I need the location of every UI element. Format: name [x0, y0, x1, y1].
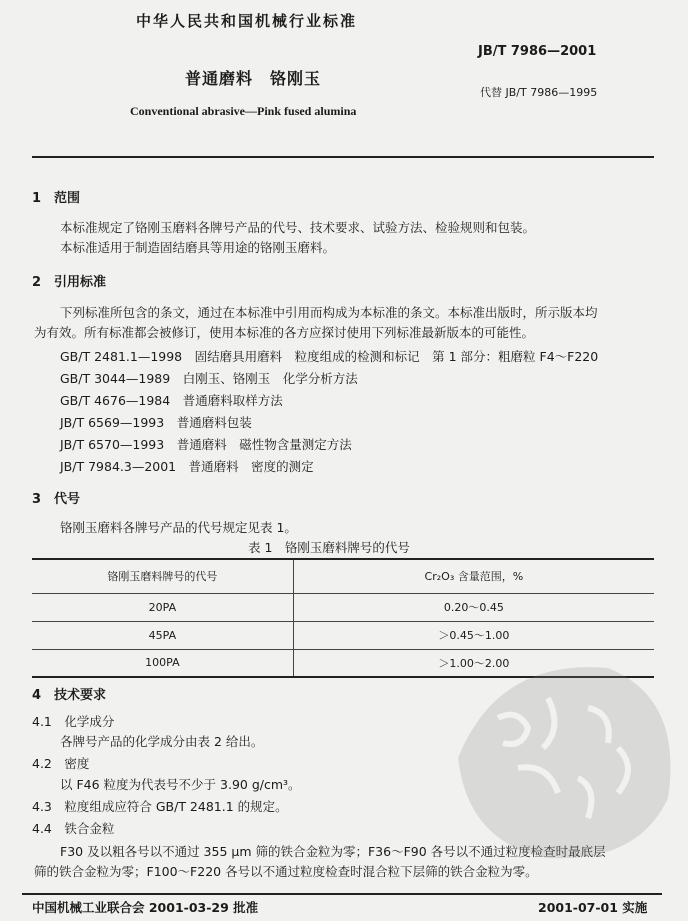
subsection-4-2-text: 以 F46 粒度为代表号不少于 3.90 g/cm³。 — [60, 777, 301, 792]
subsection-4-1-heading: 4.1 化学成分 — [32, 714, 115, 729]
header-divider — [32, 156, 654, 158]
subsection-4-4-text-line-1: F30 及以粗各号以不通过 355 μm 筛的铁合金粒为零；F36～F90 各号以不通过粒度检查时最底层 — [60, 844, 606, 859]
subsection-4-3: 4.3 粒度组成应符合 GB/T 2481.1 的规定。 — [32, 799, 288, 814]
table-row — [32, 593, 654, 621]
table-1-caption: 表 1 铬刚玉磨料牌号的代号 — [248, 540, 410, 555]
implementation-date: 2001-07-01 实施 — [538, 900, 648, 915]
table-cell-range: ＞1.00～2.00 — [293, 649, 654, 677]
subsection-4-2-heading: 4.2 密度 — [32, 756, 90, 771]
table-header-cr2o3-range: Cr₂O₃ 含量范围，% — [293, 559, 654, 593]
section-3-para: 铬刚玉磨料各牌号产品的代号规定见表 1。 — [60, 520, 297, 535]
subsection-4-4-text-line-2: 筛的铁合金粒为零；F100～F220 各号以不通过粒度检查时混合粒下层筛的铁合金粒为零。 — [34, 864, 538, 879]
table-header-grade-code: 铬刚玉磨料牌号的代号 — [32, 559, 293, 593]
document-title-cn: 普通磨料 铬刚玉 — [185, 69, 322, 88]
footer-divider — [22, 893, 662, 895]
section-3-heading: 3 代号 — [32, 492, 81, 507]
reference-item: GB/T 2481.1—1998 固结磨具用磨料 粒度组成的检测和标记 第 1 部分：粗磨粒 F4～F220 — [60, 349, 599, 364]
issuing-body-title: 中华人民共和国机械行业标准 — [136, 12, 358, 30]
section-1-para-2: 本标准适用于制造固结磨具等用途的铬刚玉磨料。 — [60, 240, 336, 255]
section-1-para-1: 本标准规定了铬刚玉磨料各牌号产品的代号、技术要求、试验方法、检验规则和包装。 — [60, 220, 536, 235]
table-cell-code: 45PA — [32, 621, 293, 649]
section-2-para-line-1: 下列标准所包含的条文，通过在本标准中引用而构成为本标准的条文。本标准出版时，所示版本均 — [60, 305, 598, 320]
document-title-en: Conventional abrasive—Pink fused alumina — [130, 104, 357, 118]
table-cell-range: 0.20～0.45 — [293, 593, 654, 621]
reference-item: GB/T 3044—1989 白刚玉、铬刚玉 化学分析方法 — [60, 371, 358, 386]
section-1-heading: 1 范围 — [32, 191, 81, 206]
section-2-para-line-2: 为有效。所有标准都会被修订，使用本标准的各方应探讨使用下列标准最新版本的可能性。 — [34, 325, 535, 340]
watermark-seal — [438, 638, 688, 868]
subsection-4-1-text: 各牌号产品的化学成分由表 2 给出。 — [60, 734, 264, 749]
reference-item: JB/T 6570—1993 普通磨料 磁性物含量测定方法 — [60, 437, 352, 452]
section-2-heading: 2 引用标准 — [32, 275, 107, 290]
replaces-note: 代替 JB/T 7986—1995 — [480, 86, 598, 99]
approval-info: 中国机械工业联合会 2001-03-29 批准 — [32, 900, 259, 915]
table-cell-code: 20PA — [32, 593, 293, 621]
reference-item: JB/T 7984.3—2001 普通磨料 密度的测定 — [60, 459, 314, 474]
standard-number: JB/T 7986—2001 — [478, 44, 597, 59]
table-cell-range: ＞0.45～1.00 — [293, 621, 654, 649]
subsection-4-4-heading: 4.4 铁合金粒 — [32, 821, 115, 836]
section-4-heading: 4 技术要求 — [32, 688, 107, 703]
reference-item: JB/T 6569—1993 普通磨料包装 — [60, 415, 252, 430]
table-cell-code: 100PA — [32, 649, 293, 677]
reference-item: GB/T 4676—1984 普通磨料取样方法 — [60, 393, 283, 408]
